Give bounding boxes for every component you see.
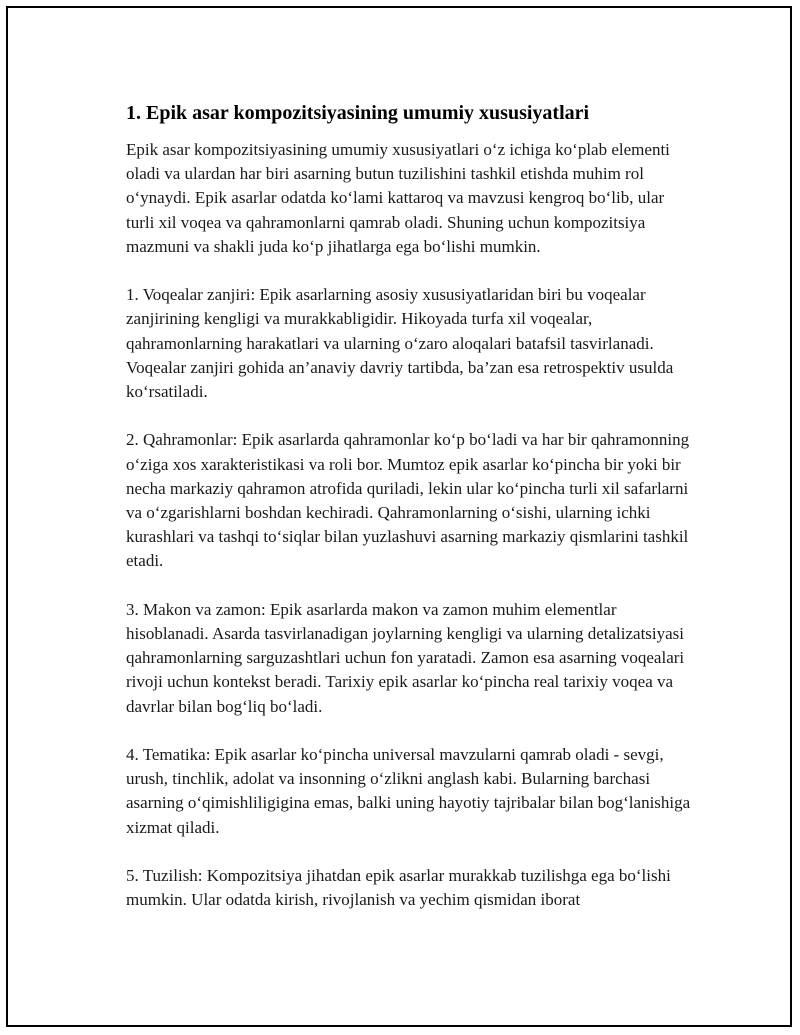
document-body: [126, 100, 696, 937]
paragraph-characters: 2. Qahramonlar: Epik asarlarda qahramonlar ko‘p bo‘ladi va har bir qahramonning o‘ziga xos xarakteristikasi va roli bor. Mumtoz epik asarlar ko‘pincha bir yoki bir necha markaziy qahramon atrofida quriladi, lekin ular ko‘pincha turli xil safarlarni va o‘zgarishlarni boshdan kechiradi. Qahramonlarning o‘sishi, ularning ichki kurashlari va tashqi to‘siqlar bilan yuzlashuvi asarning markaziy qismlarini tashkil etadi.: [126, 430, 690, 571]
paragraph-structure: 5. Tuzilish: Kompozitsiya jihatdan epik asarlar murakkab tuzilishga ega bo‘lishi mumkin. Ular odatda kirish, rivojlanish va yechim qismidan iborat: [126, 866, 671, 910]
paragraph-events-chain: 1. Voqealar zanjiri: Epik asarlarning asosiy xususiyatlaridan biri bu voqealar zanjirining kengligi va murakkabligidir. Hikoyada turfa xil voqealar, qahramonlarning harakatlari va ularning o‘zaro aloqalari batafsil tasvirlanadi. Voqealar zanjiri gohida an’anaviy davriy tartibda, ba’zan esa retrospektiv usulda ko‘rsatiladi.: [126, 285, 674, 402]
page-border: [6, 6, 792, 1027]
section-heading: 1. Epik asar kompozitsiyasining umumiy xususiyatlari: [126, 102, 590, 124]
intro-paragraph: Epik asar kompozitsiyasining umumiy xususiyatlari o‘z ichiga ko‘plab elementi oladi va ulardan har biri asarning butun tuzilishini tashkil etishda muhim rol o‘ynaydi. Epik asarlar odatda ko‘lami kattaroq va mavzusi kengroq bo‘lib, ular turli xil voqea va qahramonlarni qamrab oladi. Shuning uchun kompozitsiya mazmuni va shakli juda ko‘p jihatlarga ega bo‘lishi mumkin.: [126, 140, 670, 256]
paragraph-themes: 4. Tematika: Epik asarlar ko‘pincha universal mavzularni qamrab oladi - sevgi, urush, tinchlik, adolat va insonning o‘zlikni anglash kabi. Bularning barchasi asarning o‘qimishliligigina emas, balki uning hayotiy tajribalar bilan bog‘lanishiga xizmat qiladi.: [126, 745, 691, 837]
paragraph-space-time: 3. Makon va zamon: Epik asarlarda makon va zamon muhim elementlar hisoblanadi. Asarda tasvirlanadigan joylarning kengligi va ularning detalizatsiyasi qahramonlarning sarguzashtlari uchun fon yaratadi. Zamon esa asarning voqealari rivoji uchun kontekst beradi. Tarixiy epik asarlar ko‘pincha real tarixiy voqea va davrlar bilan bog‘liq bo‘ladi.: [126, 599, 685, 716]
